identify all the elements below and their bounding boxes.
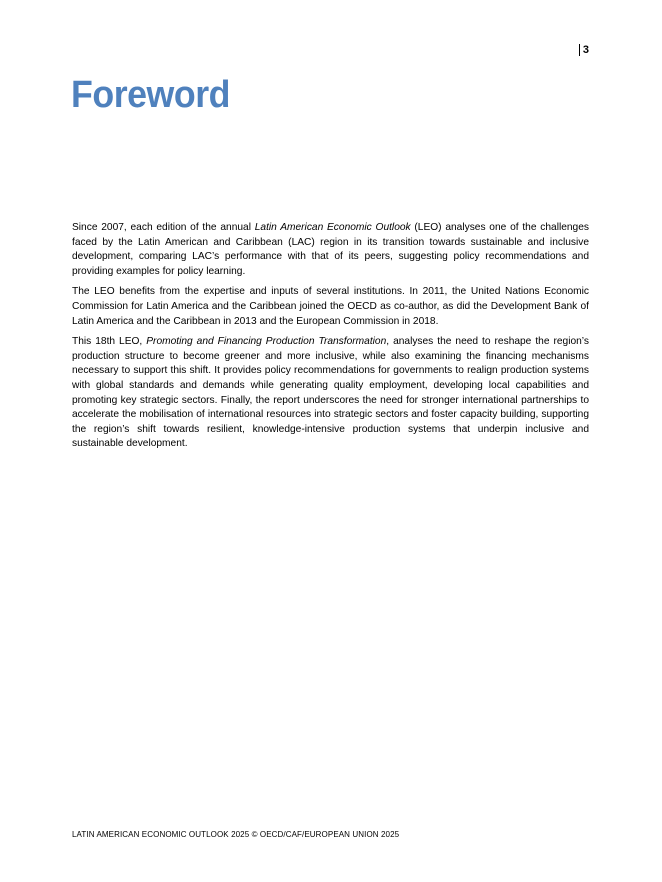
- paragraph-1-before: Since 2007, each edition of the annual: [72, 222, 255, 233]
- page-number: [579, 44, 589, 56]
- page-title: Foreword: [71, 74, 230, 116]
- report-title-emphasis: Latin American Economic Outlook: [254, 222, 411, 233]
- page-number-divider: [579, 44, 580, 56]
- paragraph-3-before: This 18th LEO,: [72, 336, 147, 348]
- paragraph-2: The LEO benefits from the expertise and inputs of several institutions. In 2011, the United Nations Economic Commission for Latin America and the Caribbean joined the OECD as co-author, as did the Development Bank of Latin America and the Caribbean in 2013 and the European Commission in 2018.: [72, 286, 589, 327]
- paragraph-1-after: (LEO) analyses one of the challenges faced by the Latin American and Caribbean (LAC) region in its transition towards sustainable and inclusive development, comparing LAC’s performance with that of its peers, suggesting policy recommendations and providing examples for policy learning.: [72, 222, 589, 277]
- page-number-value: 3: [582, 44, 589, 56]
- foreword-body: [72, 221, 589, 458]
- edition-title-emphasis: Promoting and Financing Production Transformation: [146, 336, 387, 348]
- page-footer: LATIN AMERICAN ECONOMIC OUTLOOK 2025 © OECD/CAF/EUROPEAN UNION 2025: [72, 830, 400, 839]
- paragraph-1: [72, 221, 589, 279]
- paragraph-3-after: , analyses the need to reshape the region’s production structure to become greener and more inclusive, while also examining the financing mechanisms necessary to support this shift. It provides policy recommendations for governments to realign production systems with global standards and demands while generating quality employment, developing local capabilities and promoting key strategic sectors. Finally, the report underscores the need for stronger international partnerships to accelerate the mobilisation of international resources into strategic sectors and foster capacity building, supporting the region’s shift towards resilient, knowledge-intensive production systems that underpin inclusive and sustainable development.: [72, 336, 589, 450]
- paragraph-3: [72, 335, 589, 452]
